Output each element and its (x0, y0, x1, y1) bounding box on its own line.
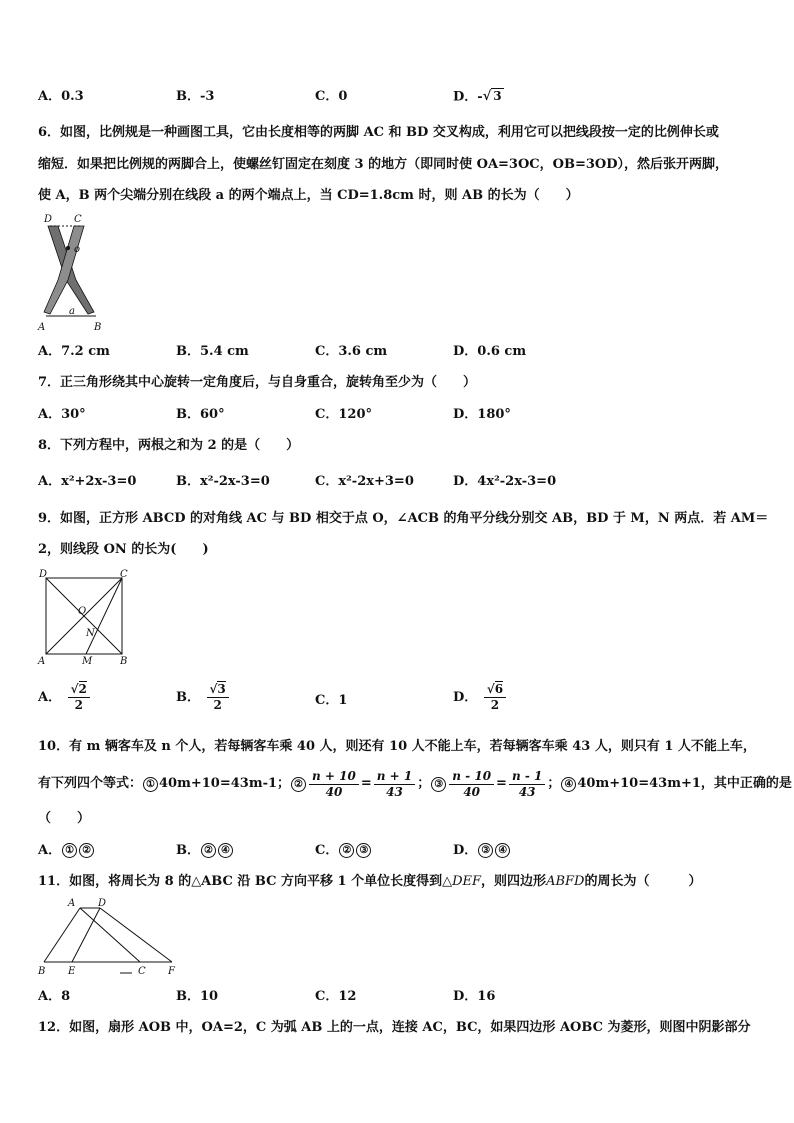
q6-label-o: o (74, 244, 81, 255)
fraction: $\frac{√2}{2}$ (68, 682, 90, 713)
q6-label-a-side: a (69, 306, 75, 317)
q6-option-a[interactable]: A．7.2 cm (38, 344, 110, 359)
circled-number-4: ④ (561, 777, 576, 792)
q6-option-c[interactable]: C．3.6 cm (315, 344, 388, 359)
q11-label-c: C (138, 966, 146, 977)
q7-option-c[interactable]: C．120° (315, 407, 372, 422)
q5-option-b[interactable]: B．-3 (176, 89, 215, 104)
q5-option-c[interactable]: C．0 (315, 89, 348, 104)
q8-option-d[interactable]: D．4x²-2x-3=0 (453, 474, 557, 489)
q8-option-a[interactable]: A．x²+2x-3=0 (38, 474, 137, 489)
q9-label-m: M (82, 656, 93, 666)
q9-label-b: B (120, 656, 128, 666)
q5-option-d[interactable]: D．-√ 3 (453, 89, 502, 105)
q6-label-a: A (38, 322, 46, 333)
q11-option-c[interactable]: C．12 (315, 989, 357, 1004)
q6-text-line2: 缩短．如果把比例规的两脚合上，使螺丝钉固定在刻度 3 的地方（即同时使 OA=3OC，OB=3OD），然后张开两脚， (38, 157, 728, 172)
q9-label-d: D (39, 569, 48, 580)
q10-text-line1: 10．有 m 辆客车及 n 个人，若每辆客车乘 40 人，则还有 10 人不能上车，若每辆客车乘 43 人，则只有 1 人不能上车， (38, 739, 756, 754)
q9-text-line1: 9．如图，正方形 ABCD 的对角线 AC 与 BD 相交于点 O，∠ACB 的角平分线分别交 AB，BD 于 M，N 两点．若 AM＝ (38, 511, 769, 526)
q9-option-a[interactable]: A． $\frac{√2}{2}$ (38, 682, 92, 713)
q8-text: 8．下列方程中，两根之和为 2 的是（ ） (38, 438, 300, 453)
q11-label-b: B (38, 966, 46, 977)
q9-option-b[interactable]: B． $\frac{√3}{2}$ (176, 682, 231, 713)
q9-label-a: A (38, 656, 46, 666)
q6-label-c: C (74, 214, 82, 225)
q10-text-line3: （ ） (38, 811, 91, 826)
q11-label-f: F (168, 966, 175, 977)
q7-option-a[interactable]: A．30° (38, 407, 86, 422)
sqrt-symbol: √ 3 (482, 89, 502, 104)
circled-number-2: ② (291, 777, 306, 792)
q7-text: 7．正三角形绕其中心旋转一定角度后，与自身重合，旋转角至少为（ ） (38, 375, 477, 390)
q11-option-b[interactable]: B．10 (176, 989, 219, 1004)
q9-option-c[interactable]: C．1 (315, 693, 348, 708)
q9-text-line2: 2，则线段 ON 的长为( ) (38, 542, 209, 557)
q10-option-d[interactable]: D． ③ ④ (453, 842, 511, 860)
q10-option-b[interactable]: B． ② ④ (176, 842, 234, 860)
circled-number-3: ③ (431, 777, 446, 792)
q9-option-d[interactable]: D． $\frac{√6}{2}$ (453, 682, 508, 713)
q6-option-d[interactable]: D．0.6 cm (453, 344, 527, 359)
fraction: $\frac{n - 10}{40}$ (449, 769, 494, 800)
q10-option-a[interactable]: A． ① ② (38, 842, 95, 860)
q6-text-line3: 使 A，B 两个尖端分别在线段 a 的两个端点上，当 CD=1.8cm 时，则 AB 的长为（ ） (38, 188, 579, 203)
q11-option-d[interactable]: D．16 (453, 989, 496, 1004)
q6-proportional-divider-figure (36, 210, 106, 334)
q8-option-b[interactable]: B．x²-2x-3=0 (176, 474, 270, 489)
q6-text-line1: 6．如图，比例规是一种画图工具，它由长度相等的两脚 AC 和 BD 交叉构成，利用它可以把线段按一定的比例伸长或 (38, 125, 719, 140)
q6-label-b: B (94, 322, 102, 333)
q11-label-e: E (68, 966, 76, 977)
fraction: $\frac{n + 10}{40}$ (309, 769, 359, 800)
fraction: $\frac{n + 1}{43}$ (374, 769, 415, 800)
fraction: $\frac{√6}{2}$ (484, 682, 506, 713)
q5-option-a[interactable]: A．0.3 (38, 89, 84, 104)
q12-text: 12．如图，扇形 AOB 中，OA=2，C 为弧 AB 上的一点，连接 AC，BC，如果四边形 AOBC 为菱形，则图中阴影部分 (38, 1020, 751, 1035)
q7-option-b[interactable]: B．60° (176, 407, 225, 422)
fraction: $\frac{n - 1}{43}$ (509, 769, 545, 800)
fraction: $\frac{√3}{2}$ (207, 682, 229, 713)
q6-option-b[interactable]: B．5.4 cm (176, 344, 249, 359)
q11-text: 11．如图，将周长为 8 的△ABC 沿 BC 方向平移 1 个单位长度得到△DEF，则四边形ABFD的周长为（ ） (38, 874, 702, 889)
q9-label-c: C (120, 569, 128, 580)
q9-square-figure (36, 568, 136, 666)
circled-number-1: ① (143, 777, 158, 792)
q11-label-a: A (68, 898, 76, 909)
q8-option-c[interactable]: C．x²-2x+3=0 (315, 474, 414, 489)
q6-label-d: D (44, 214, 53, 225)
q10-option-c[interactable]: C． ② ③ (315, 842, 372, 860)
q11-label-d: D (98, 898, 107, 909)
q11-translation-figure (36, 896, 186, 980)
q9-label-n: N (86, 628, 95, 639)
q7-option-d[interactable]: D．180° (453, 407, 511, 422)
q9-label-o: O (78, 606, 87, 617)
q10-equations-line: 有下列四个等式： ① 40m+10=43m-1； ② $\frac{n + 10}{40}$ = $\frac{n + 1}{43}$ ； ③ $\frac{n - 10}{40}$ = $\frac{n - 1}{43}$ ； ④ 40m+10=43m+1，其中正确的是 (38, 768, 792, 799)
q11-option-a[interactable]: A．8 (38, 989, 71, 1004)
